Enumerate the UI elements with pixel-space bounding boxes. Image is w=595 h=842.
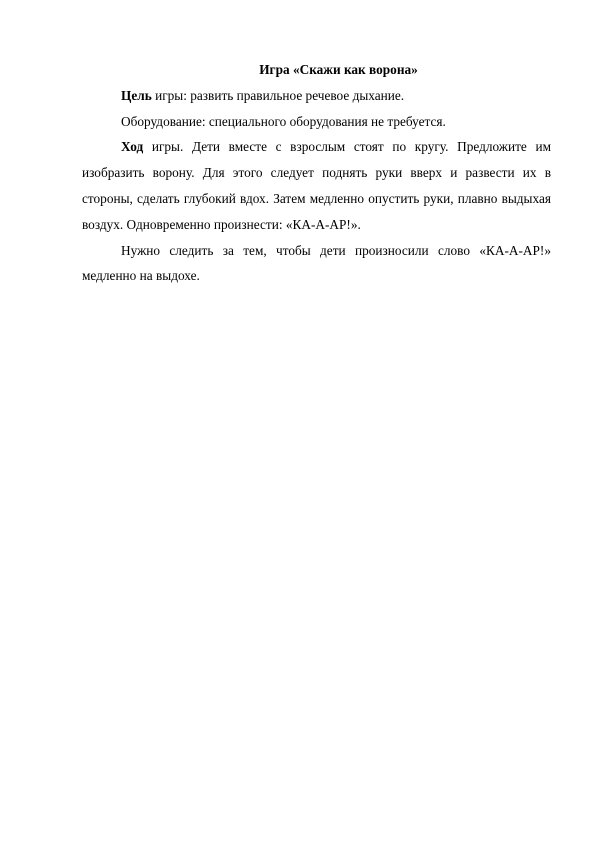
goal-text: игры: развить правильное речевое дыхание. [151,87,405,103]
procedure-label: Ход [121,139,144,155]
document-body [82,57,551,289]
goal-label: Цель [121,87,152,103]
document-title: Игра «Скажи как ворона» [259,62,418,77]
equipment-paragraph: Оборудование: специального оборудования не требуется. [121,113,446,129]
goal-paragraph [82,83,551,109]
procedure-paragraph [82,134,551,237]
note-paragraph: Нужно следить за тем, чтобы дети произносили слово «КА-А-АР!» медленно на выдохе. [82,242,551,284]
procedure-text: игры. Дети вместе с взрослым стоят по кругу. Предложите им изобразить ворону. Для этого следует поднять руки вверх и развести их в стороны, сделать глубокий вдох. Затем медленно опустить руки, плавно выдыхая воздух. Одновременно произнести: «КА-А-АР!». [82,139,551,232]
